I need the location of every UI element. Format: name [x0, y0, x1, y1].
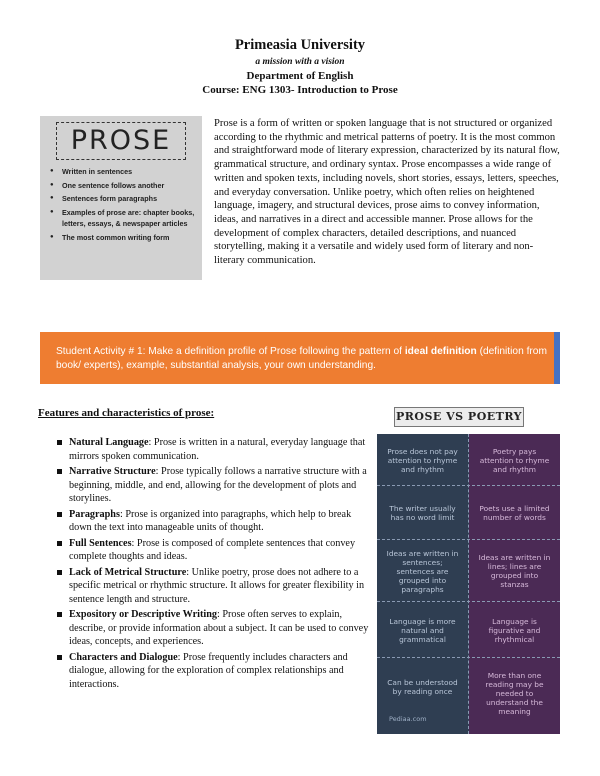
activity-suffix: (definition from book/ experts), example, substantial analysis, your own understanding. — [56, 346, 547, 371]
poetry-cell: Poets use a limited number of words — [479, 504, 550, 522]
poetry-cell: Language is figurative and rhythmical — [488, 616, 541, 644]
poetry-cell: Ideas are written in lines; lines are grouped into stanzas — [478, 553, 551, 589]
course-title: Course: ENG 1303- Introduction to Prose — [202, 84, 398, 96]
comparison-row — [377, 486, 560, 540]
feature-term: Lack of Metrical Structure — [69, 566, 187, 578]
prose-cell: Prose does not pay attention to rhyme and rhythm — [387, 446, 458, 474]
poetry-cell: Poetry pays attention to rhyme and rhythm — [479, 446, 550, 474]
feature-term: Characters and Dialogue — [69, 651, 178, 663]
prose-image-bullet: ● The most common writing form — [50, 232, 198, 244]
feature-text: : Prose is composed of complete sentences that convey complete thoughts and ideas. — [69, 537, 356, 562]
activity-edge-accent — [554, 332, 560, 384]
feature-term: Narrative Structure — [69, 466, 156, 477]
university-name: Primeasia University — [234, 37, 366, 53]
feature-text: : Prose frequently includes characters and dialogue, allowing for the exploration of complex relationships and interactions. — [69, 651, 348, 690]
poetry-cell: More than one reading may be needed to understand the meaning — [485, 670, 544, 716]
activity-prefix: Student Activity # 1: Make a definition profile of Prose following the pattern of — [56, 346, 405, 357]
source-credit: Pediaa.com — [389, 715, 427, 723]
features-heading: Features and characteristics of prose: — [38, 407, 215, 419]
feature-item — [40, 651, 375, 692]
university-motto: a mission with a vision — [255, 57, 345, 67]
prose-cell: Ideas are written in sentences; sentences are grouped into paragraphs — [386, 548, 459, 594]
activity-emphasis: ideal definition — [404, 346, 477, 357]
prose-cell: Language is more natural and grammatical — [389, 616, 456, 644]
prose-vs-poetry-title: PROSE VS POETRY — [394, 407, 524, 427]
comparison-row — [377, 540, 560, 602]
prose-cell: Can be understood by reading once — [387, 678, 458, 696]
prose-image-title: PROSE — [56, 122, 186, 160]
comparison-row — [377, 602, 560, 658]
feature-term: Expository or Descriptive Writing — [69, 609, 217, 620]
department-name: Department of English — [246, 70, 354, 82]
feature-text: : Prose typically follows a narrative structure with a beginning, middle, and end, allowing for the development of plots and storylines. — [69, 466, 367, 504]
feature-item — [40, 566, 375, 607]
prose-cell: The writer usually has no word limit — [389, 504, 456, 522]
student-activity-box — [40, 332, 560, 384]
prose-image-bullet: ● Sentences form paragraphs — [50, 193, 198, 205]
feature-item — [40, 508, 375, 535]
prose-summary-image — [40, 116, 202, 280]
feature-item — [40, 537, 375, 564]
feature-item — [40, 436, 375, 463]
document-header — [0, 36, 600, 97]
comparison-row — [377, 434, 560, 486]
feature-text: : Prose is written in a natural, everyday language that mirrors spoken communication. — [69, 437, 366, 462]
feature-item — [40, 608, 375, 649]
prose-image-bullet: ● One sentence follows another — [50, 180, 198, 192]
feature-item — [40, 465, 375, 506]
student-activity-text — [56, 345, 552, 373]
features-list — [40, 436, 375, 693]
intro-paragraph: Prose is a form of written or spoken language that is not structured or organized according to the rhythmic and metrical patterns of poetry. It is the most common and straightforward mode of literary expression, characterized by its natural flow, grammatical structure, and ordinary syntax. Prose encompasses a wide range of written and spoken texts, including novels, short stories, essays, letters, speeches, and everyday conversation. Unlike poetry, which often relies on heightened language, imagery, and structural devices, prose aims to convey information, ideas, and narratives in a direct and accessible manner. Prose allows for the development of complex characters, detailed descriptions, and nuanced storytelling, making it a versatile and widely used form of literary and non-literary communication. — [214, 118, 560, 267]
feature-text: : Prose is organized into paragraphs, which help to break down the text into manageable units of thought. — [69, 508, 352, 533]
feature-text: : Prose often serves to explain, describe, or provide information about a subject. It can be used to convey ideas, concepts, and experiences. — [69, 609, 369, 647]
feature-term: Paragraphs — [69, 508, 120, 520]
prose-vs-poetry-table — [377, 434, 560, 734]
feature-text: : Unlike poetry, prose does not adhere to a specific metrical or rhythmic structure. It allows for greater flexibility in sentence length and structure. — [69, 566, 365, 605]
prose-image-bullets — [50, 166, 198, 245]
prose-image-bullet: ● Examples of prose are: chapter books, letters, essays, & newspaper articles — [50, 207, 198, 230]
feature-term: Full Sentences — [69, 537, 132, 549]
feature-term: Natural Language — [69, 437, 149, 448]
prose-image-bullet: ● Written in sentences — [50, 166, 198, 178]
